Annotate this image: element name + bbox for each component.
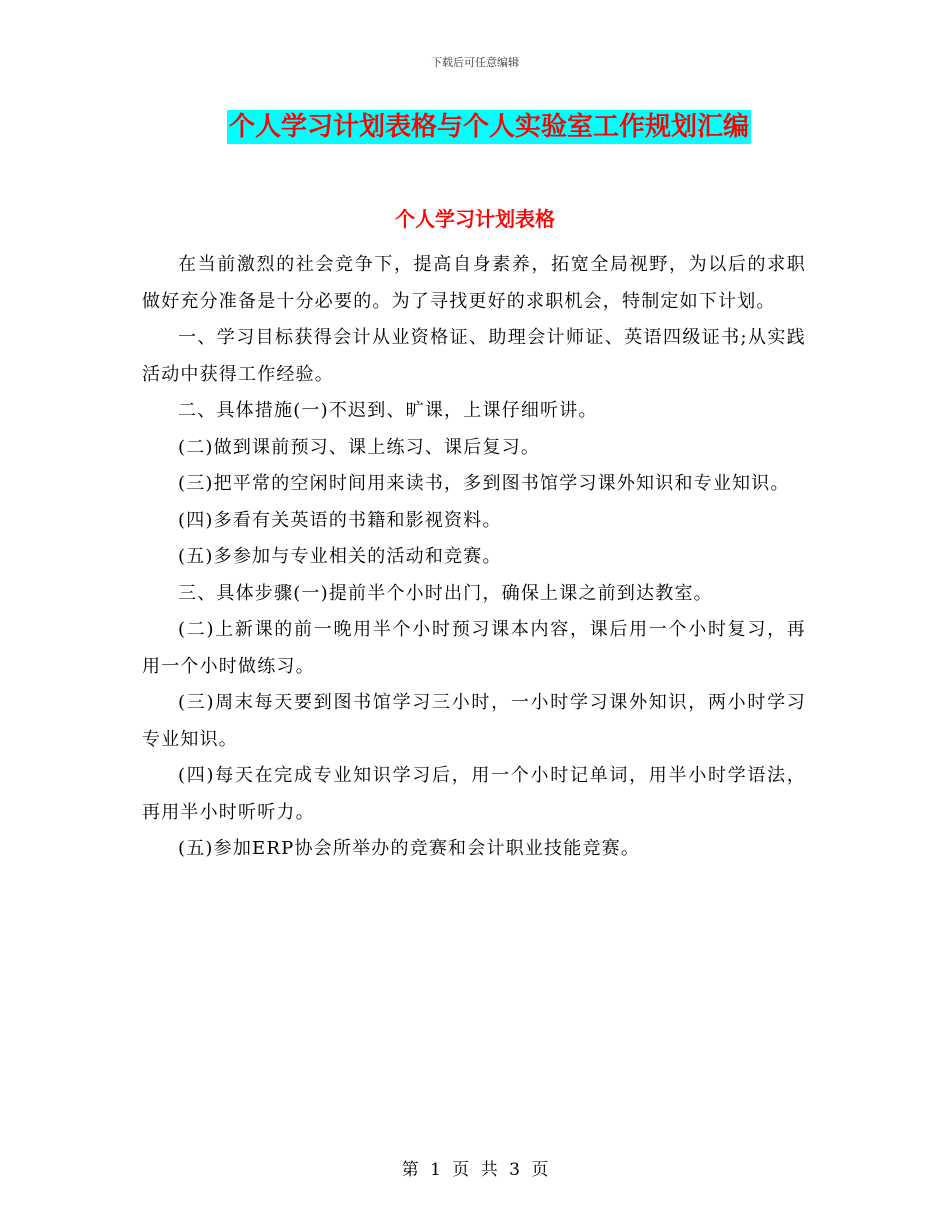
paragraph: (二)上新课的前一晚用半个小时预习课本内容，课后用一个小时复习，再用一个小时做练习。 [142,619,806,677]
paragraph: (五)多参加与专业相关的活动和竞赛。 [178,546,502,567]
page-footer: 第 1 页 共 3 页 [401,1160,549,1180]
paragraph: (四)每天在完成专业知识学习后，用一个小时记单词，用半小时学语法，再用半小时听听力。 [142,765,806,823]
paragraph: (五)参加ERP协会所举办的竞赛和会计职业技能竞赛。 [178,838,641,859]
paragraph: 在当前激烈的社会竞争下，提高自身素养，拓宽全局视野，为以后的求职做好充分准备是十分必要的。为了寻找更好的求职机会，特制定如下计划。 [142,254,806,312]
header-note: 下载后可任意编辑 [431,56,519,69]
paragraph: (三)把平常的空闲时间用来读书，多到图书馆学习课外知识和专业知识。 [178,473,790,494]
body-text [142,247,806,868]
paragraph: (三)周末每天要到图书馆学习三小时，一小时学习课外知识，两小时学习专业知识。 [142,692,806,750]
main-title-wrap [0,110,950,144]
section-title: 个人学习计划表格 [395,207,555,231]
paragraph: 三、具体步骤(一)提前半个小时出门，确保上课之前到达教室。 [178,582,713,604]
paragraph: (二)做到课前预习、课上练习、课后复习。 [178,436,541,458]
paragraph: (四)多看有关英语的书籍和影视资料。 [178,509,502,531]
main-title: 个人学习计划表格与个人实验室工作规划汇编 [228,112,749,142]
paragraph: 一、学习目标获得会计从业资格证、助理会计师证、英语四级证书;从实践活动中获得工作经验。 [142,327,806,385]
paragraph: 二、具体措施(一)不迟到、旷课，上课仔细听讲。 [178,400,598,421]
